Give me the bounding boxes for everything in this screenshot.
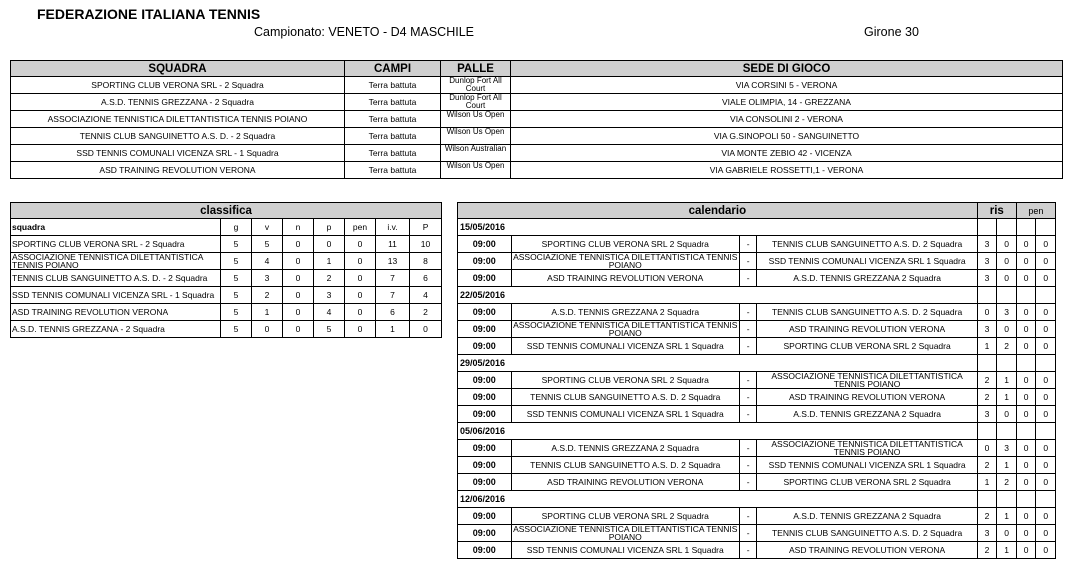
calendario-body [458,219,1056,559]
match-row [458,542,1056,559]
home-penalty: 0 [1016,338,1036,355]
match-time: 09:00 [458,304,512,321]
match-time: 09:00 [458,474,512,491]
match-time: 09:00 [458,542,512,559]
standings-value-cell: 5 [314,321,345,338]
home-penalty: 0 [1016,474,1036,491]
calendario-table [457,202,1056,559]
standings-value-cell: 4 [410,287,442,304]
matchday-row [458,355,1056,372]
away-score: 0 [997,321,1017,338]
standings-value-cell: 4 [314,304,345,321]
away-penalty: 0 [1036,253,1056,270]
matchday-date: 29/05/2016 [458,355,978,372]
standings-value-cell: 0 [314,236,345,253]
away-score: 1 [997,372,1017,389]
away-score: 1 [997,542,1017,559]
matchday-row [458,287,1056,304]
match-row [458,321,1056,338]
away-penalty: 0 [1036,270,1056,287]
team-name-cell: A.S.D. TENNIS GREZZANA - 2 Squadra [11,94,345,111]
versus-dash: - [739,440,756,457]
venue-address-cell: VIA GABRIELE ROSSETTI,1 - VERONA [511,162,1063,179]
home-penalty: 0 [1016,542,1036,559]
empty-cell [977,287,997,304]
away-team: A.S.D. TENNIS GREZZANA 2 Squadra [757,508,977,525]
team-name-cell: ASD TRAINING REVOLUTION VERONA [11,162,345,179]
standings-row [11,287,442,304]
ball-type-cell: Wilson Us Open [441,111,511,128]
col-header-nulle: n [283,219,314,236]
standings-value-cell: 2 [314,270,345,287]
away-penalty: 0 [1036,304,1056,321]
home-score: 3 [977,525,997,542]
standings-value-cell: 5 [221,287,252,304]
away-team: A.S.D. TENNIS GREZZANA 2 Squadra [757,406,977,423]
home-score: 3 [977,253,997,270]
empty-cell [1036,219,1056,236]
venue-address-cell: VIA G.SINOPOLI 50 - SANGUINETTO [511,128,1063,145]
match-time: 09:00 [458,372,512,389]
standings-team-cell: SPORTING CLUB VERONA SRL - 2 Squadra [11,236,221,253]
away-team: SSD TENNIS COMUNALI VICENZA SRL 1 Squadra [757,253,977,270]
match-row [458,474,1056,491]
match-row [458,440,1056,457]
empty-cell [997,355,1017,372]
standings-row [11,321,442,338]
matchday-date: 22/05/2016 [458,287,978,304]
away-score: 3 [997,304,1017,321]
matchday-date: 12/06/2016 [458,491,978,508]
away-score: 0 [997,253,1017,270]
home-score: 1 [977,474,997,491]
home-team: SPORTING CLUB VERONA SRL 2 Squadra [511,372,739,389]
standings-value-cell: 0 [283,304,314,321]
empty-cell [1016,287,1036,304]
away-penalty: 0 [1036,406,1056,423]
empty-cell [997,423,1017,440]
standings-value-cell: 0 [345,236,376,253]
home-team: SSD TENNIS COMUNALI VICENZA SRL 1 Squadra [511,338,739,355]
calendario-title: calendario [458,203,978,219]
team-name-cell: SPORTING CLUB VERONA SRL - 2 Squadra [11,77,345,94]
home-score: 3 [977,270,997,287]
matchday-row [458,219,1056,236]
home-team: A.S.D. TENNIS GREZZANA 2 Squadra [511,304,739,321]
ball-type-cell: Wilson Us Open [441,162,511,179]
home-penalty: 0 [1016,525,1036,542]
versus-dash: - [739,270,756,287]
versus-dash: - [739,236,756,253]
standings-team-cell: TENNIS CLUB SANGUINETTO A.S. D. - 2 Squadra [11,270,221,287]
match-row [458,372,1056,389]
standings-row [11,236,442,253]
team-row [11,128,1063,145]
classifica-title-row [11,203,442,219]
match-row [458,270,1056,287]
court-type-cell: Terra battuta [345,162,441,179]
versus-dash: - [739,321,756,338]
away-team: TENNIS CLUB SANGUINETTO A.S. D. 2 Squadra [757,304,977,321]
versus-dash: - [739,457,756,474]
away-team: ASD TRAINING REVOLUTION VERONA [757,321,977,338]
home-score: 2 [977,508,997,525]
court-type-cell: Terra battuta [345,111,441,128]
home-score: 1 [977,338,997,355]
match-time: 09:00 [458,389,512,406]
standings-value-cell: 4 [252,253,283,270]
match-row [458,508,1056,525]
empty-cell [1016,423,1036,440]
team-row [11,162,1063,179]
away-team: TENNIS CLUB SANGUINETTO A.S. D. 2 Squadra [757,525,977,542]
standings-value-cell: 0 [345,287,376,304]
empty-cell [977,355,997,372]
standings-value-cell: 0 [283,253,314,270]
home-penalty: 0 [1016,321,1036,338]
home-score: 2 [977,542,997,559]
home-penalty: 0 [1016,304,1036,321]
match-time: 09:00 [458,457,512,474]
home-penalty: 0 [1016,457,1036,474]
court-type-cell: Terra battuta [345,145,441,162]
ball-type-cell: Wilson Australian [441,145,511,162]
team-name-cell: ASSOCIAZIONE TENNISTICA DILETTANTISTICA TENNIS POIANO [11,111,345,128]
away-score: 3 [997,440,1017,457]
match-time: 09:00 [458,338,512,355]
standings-value-cell: 0 [252,321,283,338]
home-penalty: 0 [1016,389,1036,406]
col-header-punti: P [410,219,442,236]
standings-value-cell: 6 [410,270,442,287]
home-score: 0 [977,440,997,457]
home-team: ASSOCIAZIONE TENNISTICA DILETTANTISTICA TENNIS POIANO [511,525,739,542]
standings-value-cell: 1 [376,321,410,338]
away-score: 1 [997,508,1017,525]
match-row [458,236,1056,253]
away-penalty: 0 [1036,236,1056,253]
teams-table-body [11,77,1063,179]
empty-cell [977,491,997,508]
away-team: SPORTING CLUB VERONA SRL 2 Squadra [757,338,977,355]
away-score: 2 [997,474,1017,491]
venue-address-cell: VIALE OLIMPIA, 14 - GREZZANA [511,94,1063,111]
away-team: A.S.D. TENNIS GREZZANA 2 Squadra [757,270,977,287]
teams-venues-table [10,60,1063,179]
home-team: ASSOCIAZIONE TENNISTICA DILETTANTISTICA TENNIS POIANO [511,253,739,270]
empty-cell [1016,355,1036,372]
away-penalty: 0 [1036,338,1056,355]
ball-type-cell: Dunlop Fort All Court [441,77,511,94]
away-team: ASD TRAINING REVOLUTION VERONA [757,389,977,406]
versus-dash: - [739,525,756,542]
col-header-campi: CAMPI [345,61,441,77]
away-penalty: 0 [1036,508,1056,525]
home-penalty: 0 [1016,440,1036,457]
col-header-incontri-vinti: i.v. [376,219,410,236]
empty-cell [977,219,997,236]
away-penalty: 0 [1036,389,1056,406]
ball-type-cell: Dunlop Fort All Court [441,94,511,111]
versus-dash: - [739,542,756,559]
court-type-cell: Terra battuta [345,94,441,111]
standings-value-cell: 13 [376,253,410,270]
home-penalty: 0 [1016,236,1036,253]
home-score: 3 [977,236,997,253]
matchday-row [458,491,1056,508]
venue-address-cell: VIA MONTE ZEBIO 42 - VICENZA [511,145,1063,162]
home-score: 2 [977,457,997,474]
pen-header: pen [1016,203,1055,219]
away-score: 2 [997,338,1017,355]
standings-value-cell: 6 [376,304,410,321]
standings-value-cell: 10 [410,236,442,253]
standings-value-cell: 2 [410,304,442,321]
venue-address-cell: VIA CORSINI 5 - VERONA [511,77,1063,94]
versus-dash: - [739,389,756,406]
match-row [458,406,1056,423]
standings-value-cell: 5 [252,236,283,253]
standings-value-cell: 5 [221,253,252,270]
match-row [458,338,1056,355]
empty-cell [977,423,997,440]
standings-team-cell: ASD TRAINING REVOLUTION VERONA [11,304,221,321]
empty-cell [1036,287,1056,304]
standings-value-cell: 1 [314,253,345,270]
matchday-date: 15/05/2016 [458,219,978,236]
team-row [11,145,1063,162]
home-team: ASSOCIAZIONE TENNISTICA DILETTANTISTICA TENNIS POIANO [511,321,739,338]
away-penalty: 0 [1036,474,1056,491]
away-team: ASSOCIAZIONE TENNISTICA DILETTANTISTICA TENNIS POIANO [757,372,977,389]
match-row [458,389,1056,406]
home-team: A.S.D. TENNIS GREZZANA 2 Squadra [511,440,739,457]
home-score: 3 [977,406,997,423]
match-time: 09:00 [458,508,512,525]
col-header-vinte: v [252,219,283,236]
away-penalty: 0 [1036,440,1056,457]
home-team: SSD TENNIS COMUNALI VICENZA SRL 1 Squadra [511,542,739,559]
standings-value-cell: 0 [345,304,376,321]
home-team: TENNIS CLUB SANGUINETTO A.S. D. 2 Squadra [511,457,739,474]
standings-value-cell: 7 [376,287,410,304]
classifica-title: classifica [11,203,442,219]
match-time: 09:00 [458,406,512,423]
home-penalty: 0 [1016,270,1036,287]
empty-cell [1036,423,1056,440]
away-team: ASD TRAINING REVOLUTION VERONA [757,542,977,559]
matchday-date: 05/06/2016 [458,423,978,440]
standings-value-cell: 0 [283,287,314,304]
versus-dash: - [739,508,756,525]
away-team: SPORTING CLUB VERONA SRL 2 Squadra [757,474,977,491]
versus-dash: - [739,253,756,270]
standings-value-cell: 0 [345,253,376,270]
match-time: 09:00 [458,440,512,457]
ball-type-cell: Wilson Us Open [441,128,511,145]
standings-value-cell: 0 [410,321,442,338]
empty-cell [1036,355,1056,372]
standings-value-cell: 5 [221,304,252,321]
standings-value-cell: 1 [252,304,283,321]
empty-cell [1016,491,1036,508]
federation-title: FEDERAZIONE ITALIANA TENNIS [37,6,261,22]
empty-cell [997,219,1017,236]
teams-header-row [11,61,1063,77]
standings-value-cell: 0 [345,321,376,338]
empty-cell [997,287,1017,304]
classifica-body [11,219,442,338]
away-score: 0 [997,270,1017,287]
match-time: 09:00 [458,525,512,542]
home-team: ASD TRAINING REVOLUTION VERONA [511,270,739,287]
court-type-cell: Terra battuta [345,128,441,145]
home-penalty: 0 [1016,406,1036,423]
team-name-cell: TENNIS CLUB SANGUINETTO A.S. D. - 2 Squadra [11,128,345,145]
empty-cell [1016,219,1036,236]
col-header-giocate: g [221,219,252,236]
match-time: 09:00 [458,321,512,338]
match-time: 09:00 [458,253,512,270]
standings-value-cell: 8 [410,253,442,270]
venue-address-cell: VIA CONSOLINI 2 - VERONA [511,111,1063,128]
away-penalty: 0 [1036,542,1056,559]
home-score: 3 [977,321,997,338]
col-header-squadra: SQUADRA [11,61,345,77]
ris-header: ris [977,203,1016,219]
classifica-header-row [11,219,442,236]
versus-dash: - [739,304,756,321]
standings-row [11,304,442,321]
versus-dash: - [739,338,756,355]
away-score: 1 [997,389,1017,406]
standings-value-cell: 5 [221,321,252,338]
standings-team-cell: A.S.D. TENNIS GREZZANA - 2 Squadra [11,321,221,338]
col-header-sede: SEDE DI GIOCO [511,61,1063,77]
standings-value-cell: 5 [221,236,252,253]
standings-value-cell: 0 [283,270,314,287]
standings-value-cell: 7 [376,270,410,287]
col-header-squadra: squadra [11,219,221,236]
standings-row [11,253,442,270]
match-row [458,304,1056,321]
standings-value-cell: 0 [283,321,314,338]
match-row [458,525,1056,542]
calendario-title-row [458,203,1056,219]
match-row [458,457,1056,474]
home-team: SPORTING CLUB VERONA SRL 2 Squadra [511,508,739,525]
matchday-row [458,423,1056,440]
championship-label: Campionato: VENETO - D4 MASCHILE [254,25,474,39]
away-penalty: 0 [1036,372,1056,389]
standings-value-cell: 3 [252,270,283,287]
col-header-penalita: pen [345,219,376,236]
empty-cell [1036,491,1056,508]
versus-dash: - [739,372,756,389]
away-score: 0 [997,525,1017,542]
standings-team-cell: SSD TENNIS COMUNALI VICENZA SRL - 1 Squadra [11,287,221,304]
away-team: TENNIS CLUB SANGUINETTO A.S. D. 2 Squadra [757,236,977,253]
home-penalty: 0 [1016,253,1036,270]
col-header-perse: p [314,219,345,236]
versus-dash: - [739,406,756,423]
versus-dash: - [739,474,756,491]
team-row [11,77,1063,94]
away-score: 0 [997,406,1017,423]
away-penalty: 0 [1036,457,1056,474]
home-score: 2 [977,372,997,389]
home-score: 2 [977,389,997,406]
away-penalty: 0 [1036,525,1056,542]
standings-value-cell: 3 [314,287,345,304]
col-header-palle: PALLE [441,61,511,77]
classifica-table [10,202,442,338]
team-row [11,111,1063,128]
away-team: SSD TENNIS COMUNALI VICENZA SRL 1 Squadra [757,457,977,474]
away-team: ASSOCIAZIONE TENNISTICA DILETTANTISTICA TENNIS POIANO [757,440,977,457]
away-penalty: 0 [1036,321,1056,338]
match-row [458,253,1056,270]
standings-value-cell: 5 [221,270,252,287]
home-team: SSD TENNIS COMUNALI VICENZA SRL 1 Squadra [511,406,739,423]
match-time: 09:00 [458,236,512,253]
court-type-cell: Terra battuta [345,77,441,94]
standings-value-cell: 2 [252,287,283,304]
home-team: TENNIS CLUB SANGUINETTO A.S. D. 2 Squadra [511,389,739,406]
team-name-cell: SSD TENNIS COMUNALI VICENZA SRL - 1 Squadra [11,145,345,162]
standings-team-cell: ASSOCIAZIONE TENNISTICA DILETTANTISTICA TENNIS POIANO [11,253,221,270]
home-penalty: 0 [1016,372,1036,389]
home-team: SPORTING CLUB VERONA SRL 2 Squadra [511,236,739,253]
standings-value-cell: 0 [345,270,376,287]
away-score: 1 [997,457,1017,474]
empty-cell [997,491,1017,508]
home-team: ASD TRAINING REVOLUTION VERONA [511,474,739,491]
match-time: 09:00 [458,270,512,287]
group-label: Girone 30 [864,25,919,39]
standings-value-cell: 11 [376,236,410,253]
team-row [11,94,1063,111]
away-score: 0 [997,236,1017,253]
home-penalty: 0 [1016,508,1036,525]
standings-value-cell: 0 [283,236,314,253]
standings-row [11,270,442,287]
home-score: 0 [977,304,997,321]
